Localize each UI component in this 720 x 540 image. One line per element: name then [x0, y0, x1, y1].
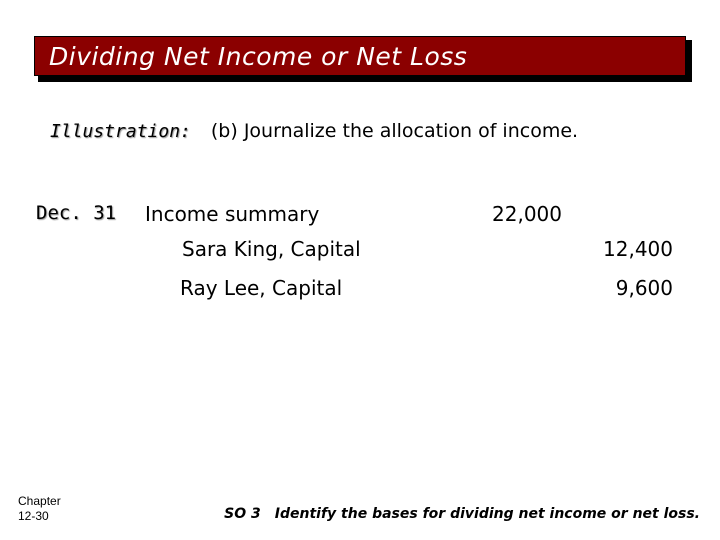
journal-credit-sara-king: 12,400	[603, 237, 673, 261]
footer-objective	[224, 506, 700, 522]
chapter-page: 12-30	[18, 509, 49, 523]
illustration-text: (b) Journalize the allocation of income.	[210, 120, 579, 142]
journal-account-sara-king: Sara King, Capital	[182, 237, 361, 261]
journal-account-income-summary: Income summary	[145, 202, 320, 226]
footer-text: Identify the bases for dividing net income or net loss.	[274, 506, 700, 522]
journal-credit-ray-lee: 9,600	[615, 276, 673, 300]
chapter-label	[18, 494, 61, 524]
illustration-row	[50, 120, 578, 142]
footer-so: SO 3	[224, 506, 261, 522]
chapter-text: Chapter	[18, 494, 61, 508]
journal-debit-income-summary: 22,000	[492, 202, 562, 226]
journal-date: Dec. 31	[36, 202, 117, 224]
illustration-label: Illustration:	[50, 121, 191, 142]
journal-account-ray-lee: Ray Lee, Capital	[180, 276, 343, 300]
title-bar	[34, 36, 686, 76]
slide-title: Dividing Net Income or Net Loss	[49, 41, 468, 71]
